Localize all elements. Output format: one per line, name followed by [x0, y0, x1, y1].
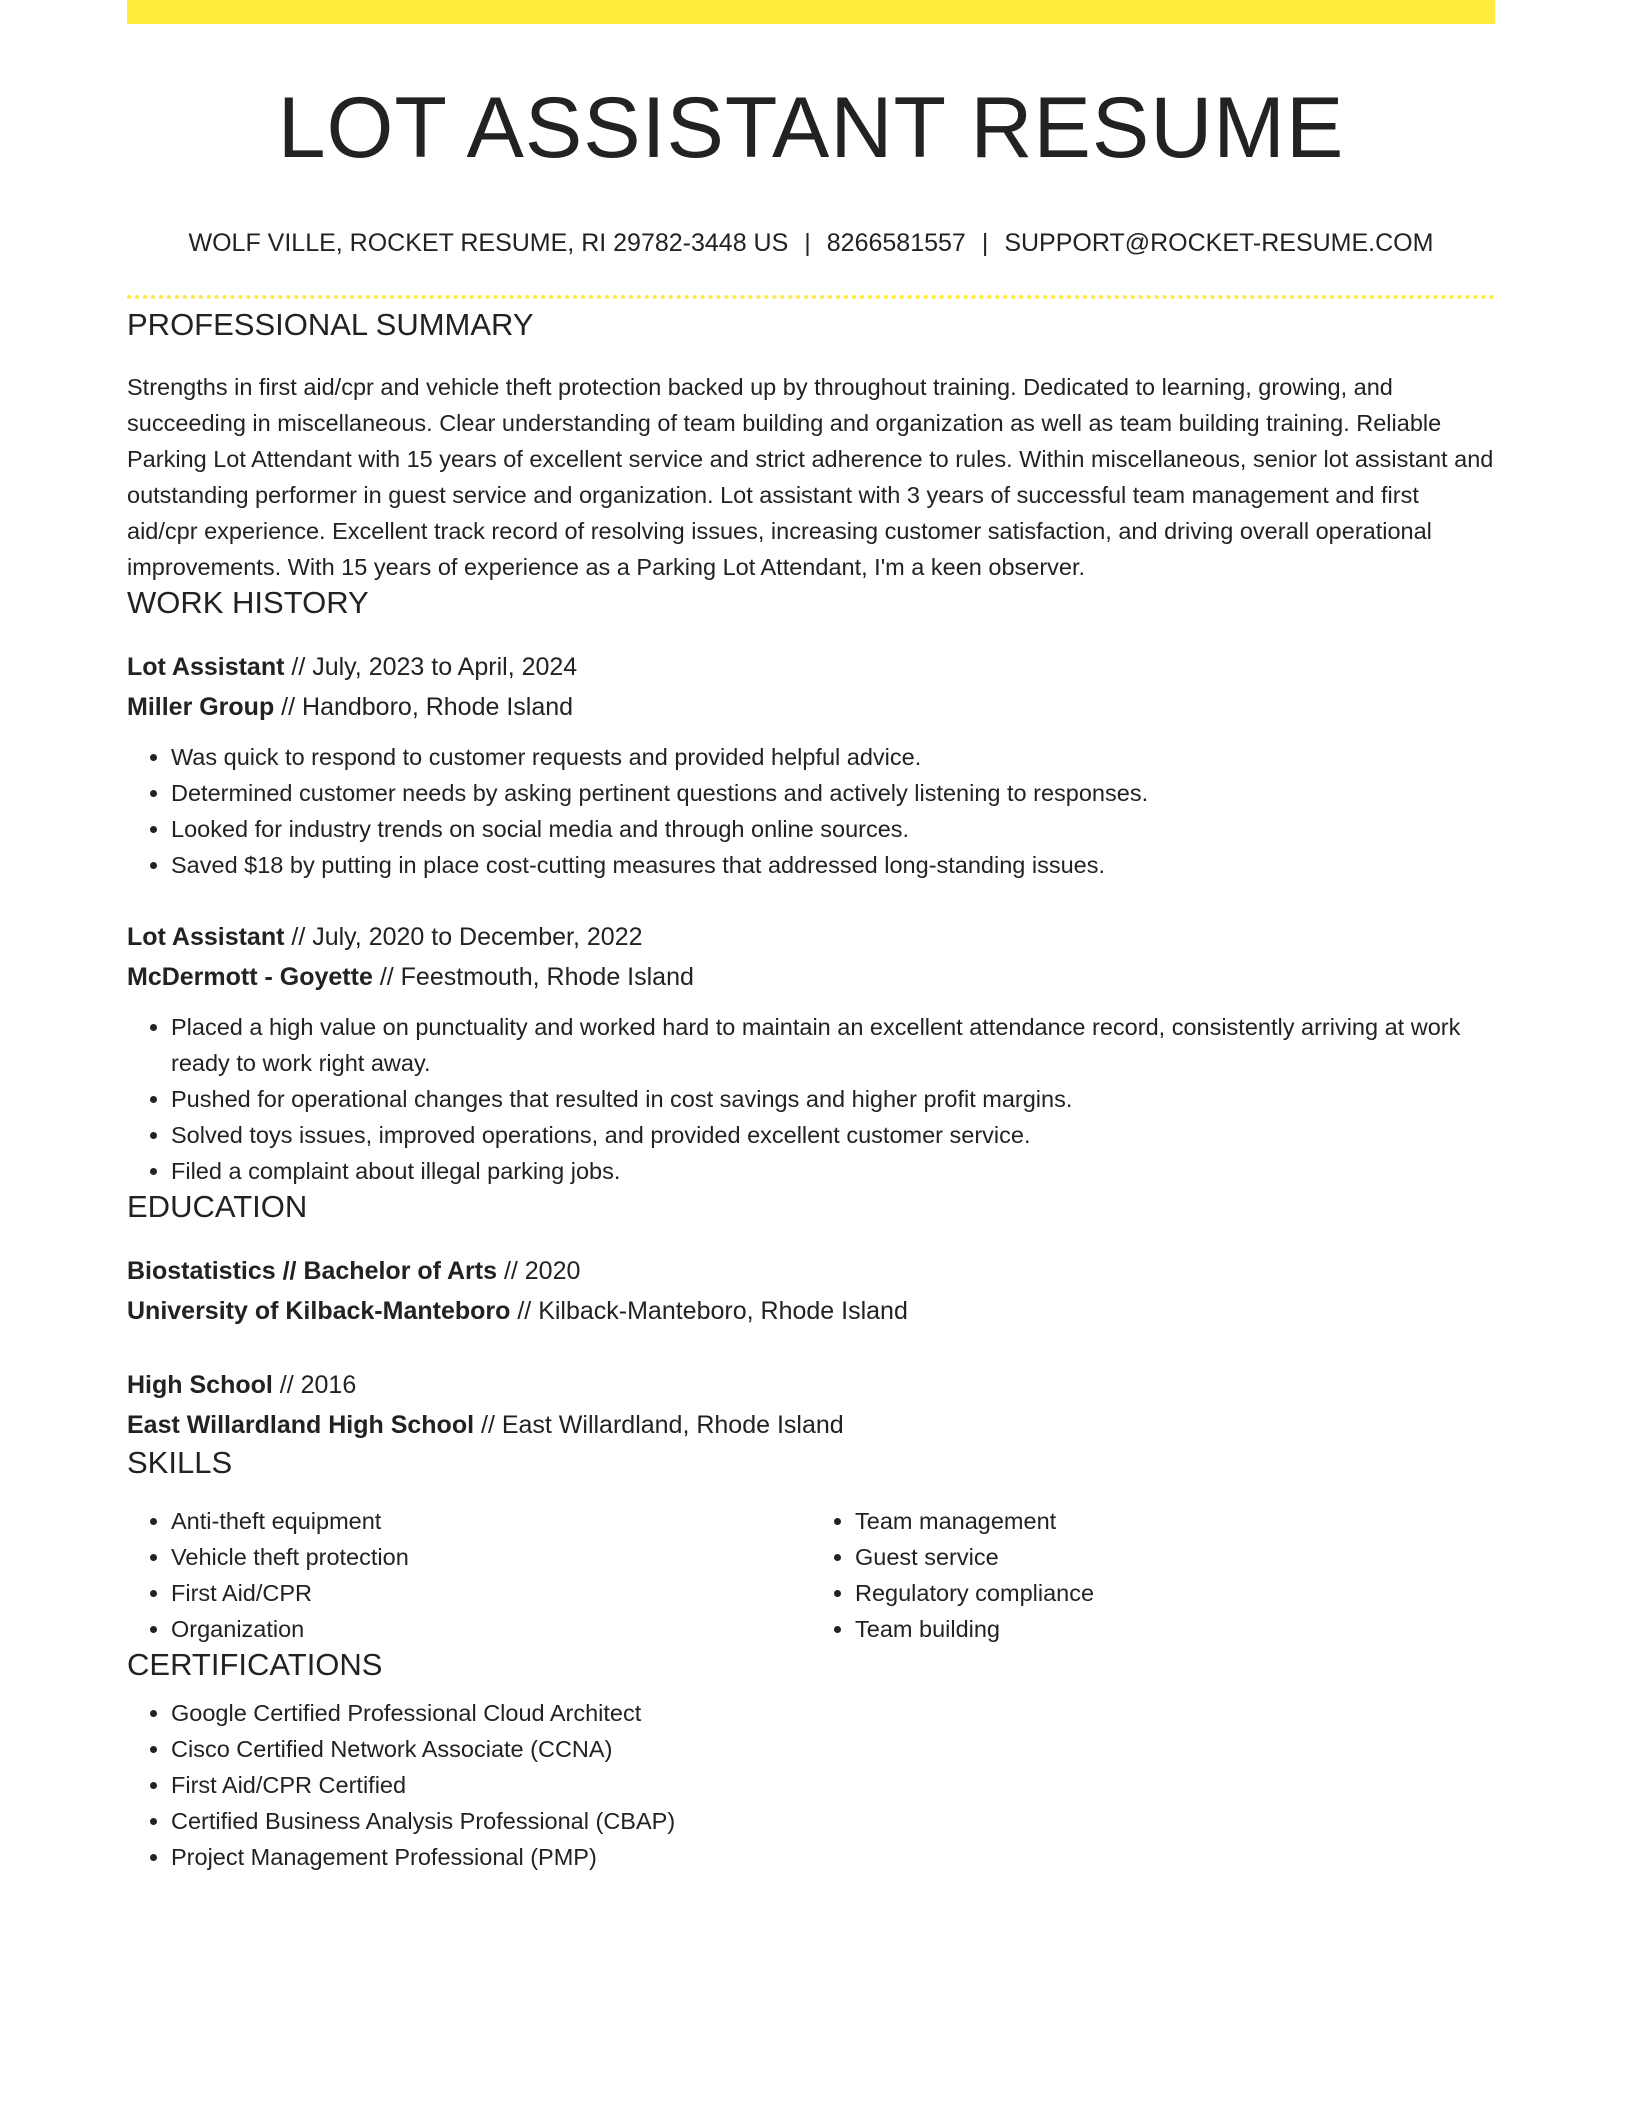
certifications-heading: CERTIFICATIONS [127, 1647, 383, 1682]
skills-grid [127, 1503, 1495, 1647]
job-bullet: • Pushed for operational changes that resulted in cost savings and higher profit margins. [171, 1081, 1495, 1117]
resume-page [127, 0, 1495, 1875]
skill-item: • Regulatory compliance [855, 1575, 1495, 1611]
job-title: Lot Assistant [127, 653, 285, 681]
job-bullets [127, 739, 1495, 883]
job-bullet: • Determined customer needs by asking pertinent questions and actively listening to responses. [171, 775, 1495, 811]
skills-column-left [127, 1503, 811, 1647]
job-title: Lot Assistant [127, 923, 285, 951]
skills-column-right [811, 1503, 1495, 1647]
education-year: // 2020 [497, 1257, 581, 1285]
certifications-list [127, 1695, 1495, 1875]
education-degree-line [127, 1251, 1495, 1291]
certification-item: • First Aid/CPR Certified [171, 1767, 1495, 1803]
contact-separator: | [804, 229, 811, 257]
education-heading: EDUCATION [127, 1189, 308, 1224]
contact-line [127, 228, 1495, 258]
job-title-line [127, 917, 1495, 957]
job-company-line [127, 957, 1495, 997]
job-location: // Feestmouth, Rhode Island [372, 963, 694, 991]
skill-item: • Anti-theft equipment [171, 1503, 811, 1539]
job-title-line [127, 647, 1495, 687]
education-school: University of Kilback-Manteboro [127, 1297, 511, 1325]
job-bullet: • Looked for industry trends on social media and through online sources. [171, 811, 1495, 847]
job-entry [127, 917, 1495, 1189]
job-company: Miller Group [127, 693, 275, 721]
skill-item: • Vehicle theft protection [171, 1539, 811, 1575]
certification-item: • Cisco Certified Network Associate (CCNA) [171, 1731, 1495, 1767]
skill-item: • Team building [855, 1611, 1495, 1647]
education-entry [127, 1251, 1495, 1331]
job-dates: // July, 2023 to April, 2024 [284, 653, 578, 681]
skill-item: • Team management [855, 1503, 1495, 1539]
contact-phone: 8266581557 [826, 229, 966, 257]
job-bullet: • Placed a high value on punctuality and worked hard to maintain an excellent attendance record, consistently arriving at work ready to work right away. [171, 1009, 1495, 1081]
job-entry [127, 647, 1495, 883]
education-degree: High School [127, 1371, 273, 1399]
skills-heading: SKILLS [127, 1445, 233, 1480]
job-bullet: • Was quick to respond to customer requests and provided helpful advice. [171, 739, 1495, 775]
job-company-line [127, 687, 1495, 727]
education-school-line [127, 1291, 1495, 1331]
job-bullets [127, 1009, 1495, 1189]
page-title: LOT ASSISTANT RESUME [277, 80, 1345, 176]
skill-item: • Guest service [855, 1539, 1495, 1575]
education-entry [127, 1365, 1495, 1445]
education-year: // 2016 [272, 1371, 357, 1399]
job-location: // Handboro, Rhode Island [274, 693, 574, 721]
job-bullet: • Saved $18 by putting in place cost-cutting measures that addressed long-standing issues. [171, 847, 1495, 883]
skill-item: • Organization [171, 1611, 811, 1647]
summary-heading: PROFESSIONAL SUMMARY [127, 307, 534, 342]
contact-address: WOLF VILLE, ROCKET RESUME, RI 29782-3448 US [188, 229, 789, 257]
top-accent-bar [127, 0, 1495, 24]
contact-email: SUPPORT@ROCKET-RESUME.COM [1004, 229, 1434, 257]
education-school: East Willardland High School [127, 1411, 475, 1439]
job-dates: // July, 2020 to December, 2022 [284, 923, 643, 951]
certification-item: • Google Certified Professional Cloud Architect [171, 1695, 1495, 1731]
education-school-line [127, 1405, 1495, 1445]
job-bullet: • Filed a complaint about illegal parking jobs. [171, 1153, 1495, 1189]
education-location: // East Willardland, Rhode Island [474, 1411, 844, 1439]
education-location: // Kilback-Manteboro, Rhode Island [510, 1297, 908, 1325]
contact-separator: | [981, 229, 989, 257]
job-bullet: • Solved toys issues, improved operations, and provided excellent customer service. [171, 1117, 1495, 1153]
skill-item: • First Aid/CPR [171, 1575, 811, 1611]
work-history-heading: WORK HISTORY [127, 585, 369, 620]
job-company: McDermott - Goyette [127, 963, 373, 991]
certification-item: • Certified Business Analysis Professional (CBAP) [171, 1803, 1495, 1839]
header-divider [127, 295, 1495, 299]
summary-text: Strengths in first aid/cpr and vehicle theft protection backed up by throughout training. Dedicated to learning, growing, and succeeding in miscellaneous. Clear understanding of team building and organization as well as team building training. Reliable Parking Lot Attendant with 15 years of excellent service and strict adherence to rules. Within miscellaneous, senior lot assistant and outstanding performer in guest service and organization. Lot assistant with 3 years of successful team management and first aid/cpr experience. Excellent track record of resolving issues, increasing customer satisfaction, and driving overall operational improvements. With 15 years of experience as a Parking Lot Attendant, I'm a keen observer. [127, 374, 1494, 580]
education-degree: Biostatistics // Bachelor of Arts [127, 1257, 497, 1285]
certification-item: • Project Management Professional (PMP) [171, 1839, 1495, 1875]
education-degree-line [127, 1365, 1495, 1405]
